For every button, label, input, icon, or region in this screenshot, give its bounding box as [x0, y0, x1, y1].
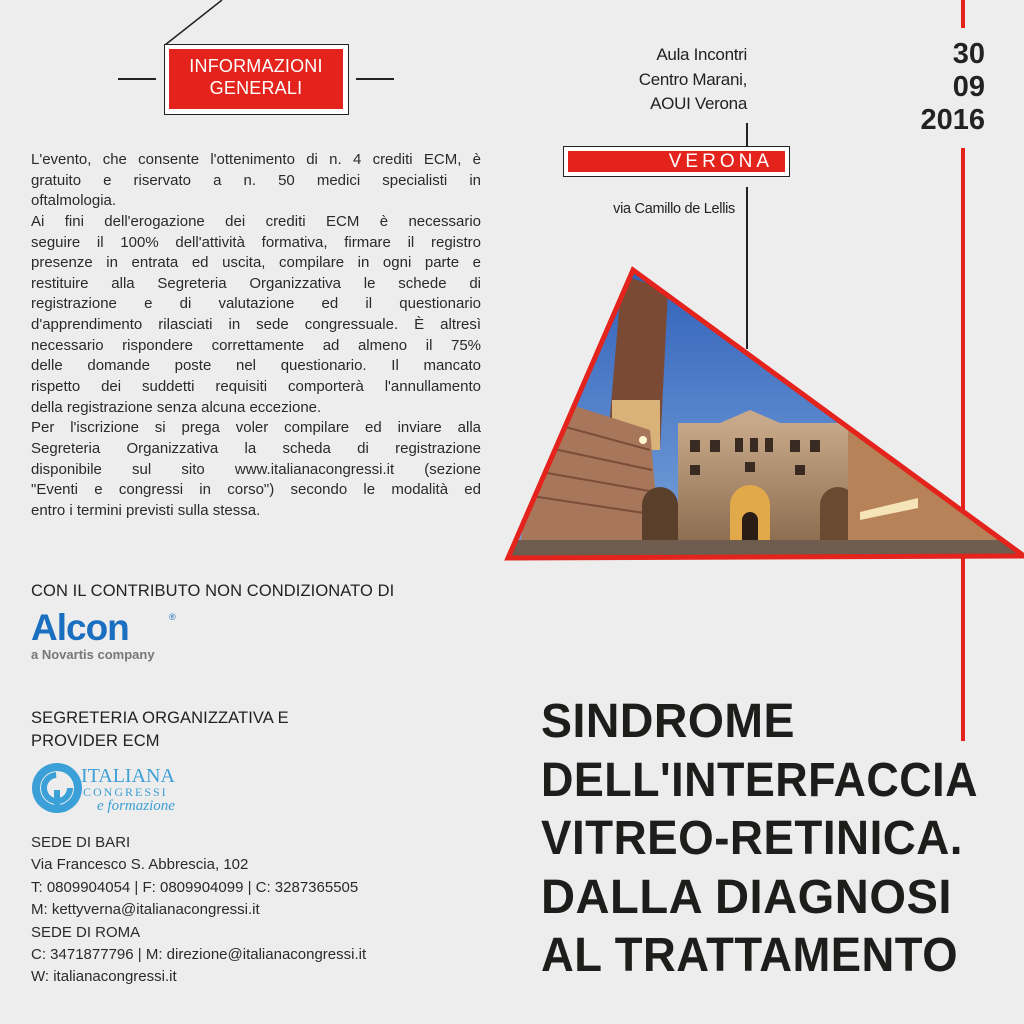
- description-line: registrazione e di valutazione ed il questionario: [31, 295, 481, 313]
- info-box-line1: INFORMAZIONI: [189, 56, 323, 76]
- title-line: AL TRATTAMENTO: [541, 929, 958, 982]
- description-line: L'evento, che consente l'ottenimento di n. 4 crediti ECM, è: [31, 151, 481, 168]
- title-line: VITREO-RETINICA.: [541, 812, 963, 865]
- description-line: Segreteria Organizzativa la scheda di registrazione: [31, 439, 481, 457]
- description-line: della registrazione senza alcuna eccezione.: [31, 398, 322, 416]
- description-line: Ai fini dell'erogazione dei crediti ECM è necessario: [31, 212, 481, 230]
- date-year: 2016: [920, 104, 985, 136]
- date-day: 30: [952, 38, 985, 70]
- city-label: VERONA: [568, 151, 785, 172]
- description-line: Per l'iscrizione si prega voler compilare ed inviare alla: [31, 419, 481, 437]
- alcon-logo-name: Alcon: [31, 607, 129, 648]
- contact-line: Via Francesco S. Abbrescia, 102: [31, 856, 249, 874]
- description-line: entro i termini previsti sulla stessa.: [31, 501, 261, 519]
- date-month: 09: [952, 71, 985, 103]
- venue-line: Centro Marani,: [638, 69, 747, 89]
- organizer-label: [31, 707, 289, 753]
- sponsor-label: CON IL CONTRIBUTO NON CONDIZIONATO DI: [31, 582, 395, 600]
- venue-line: Aula Incontri: [656, 45, 747, 64]
- contact-line: SEDE DI BARI: [31, 834, 131, 851]
- title-line: DALLA DIAGNOSI: [541, 871, 952, 924]
- info-box-line2: GENERALI: [209, 78, 303, 98]
- description-line: "Eventi e congressi in corso") secondo le modalità ed: [31, 481, 481, 499]
- description-line: delle domande poste nel questionario. Il mancato: [31, 357, 481, 375]
- italiana-logo-line1: ITALIANA: [81, 765, 175, 787]
- description-line: gratuito e riservato a n. 50 medici specialisti in: [31, 171, 481, 189]
- description-line: disponibile sul sito www.italianacongressi.it (sezione: [31, 460, 481, 478]
- alcon-logo-tagline: a Novartis company: [31, 647, 155, 662]
- italiana-congressi-logo: [31, 760, 186, 818]
- organizer-label-line1: SEGRETERIA ORGANIZZATIVA E: [31, 709, 289, 727]
- description-line: seguire il 100% dell'attività formativa, firmare il registro: [31, 233, 481, 251]
- contact-line: M: kettyverna@italianacongressi.it: [31, 901, 260, 919]
- italiana-logo-line3: e formazione: [97, 798, 175, 814]
- event-description: [31, 150, 481, 522]
- contact-line: W: italianacongressi.it: [31, 968, 177, 986]
- title-line: SINDROME: [541, 695, 795, 748]
- contact-line: SEDE DI ROMA: [31, 923, 141, 941]
- description-line: presenze in entrata ed uscita, compilare in ogni parte e: [31, 254, 481, 272]
- description-line: oftalmologia.: [31, 192, 117, 210]
- venue-line: AOUI Verona: [650, 94, 747, 113]
- registered-icon: ®: [169, 612, 176, 622]
- contact-line: C: 3471877796 | M: direzione@italianacongressi.it: [31, 946, 367, 964]
- description-line: necessario rispondere correttamente ad almeno il 75%: [31, 336, 481, 354]
- description-line: restituire alla Segreteria Organizzativa le schede di: [31, 274, 481, 292]
- italiana-logo-line2: CONGRESSI: [83, 785, 168, 799]
- description-line: d'apprendimento rilasciati in sede congressuale. È altresì: [31, 316, 481, 334]
- contacts: [31, 832, 366, 989]
- contact-line: T: 0809904054 | F: 0809904099 | C: 3287365505: [31, 878, 359, 896]
- description-line: rispetto dei suddetti requisiti comporterà l'annullamento: [31, 378, 481, 396]
- italiana-logo-emblem-icon: [31, 762, 83, 814]
- title-line: DELL'INTERFACCIA: [541, 754, 978, 807]
- alcon-logo: [31, 608, 181, 664]
- street-address: via Camillo de Lellis: [613, 201, 735, 217]
- organizer-label-line2: PROVIDER ECM: [31, 732, 160, 750]
